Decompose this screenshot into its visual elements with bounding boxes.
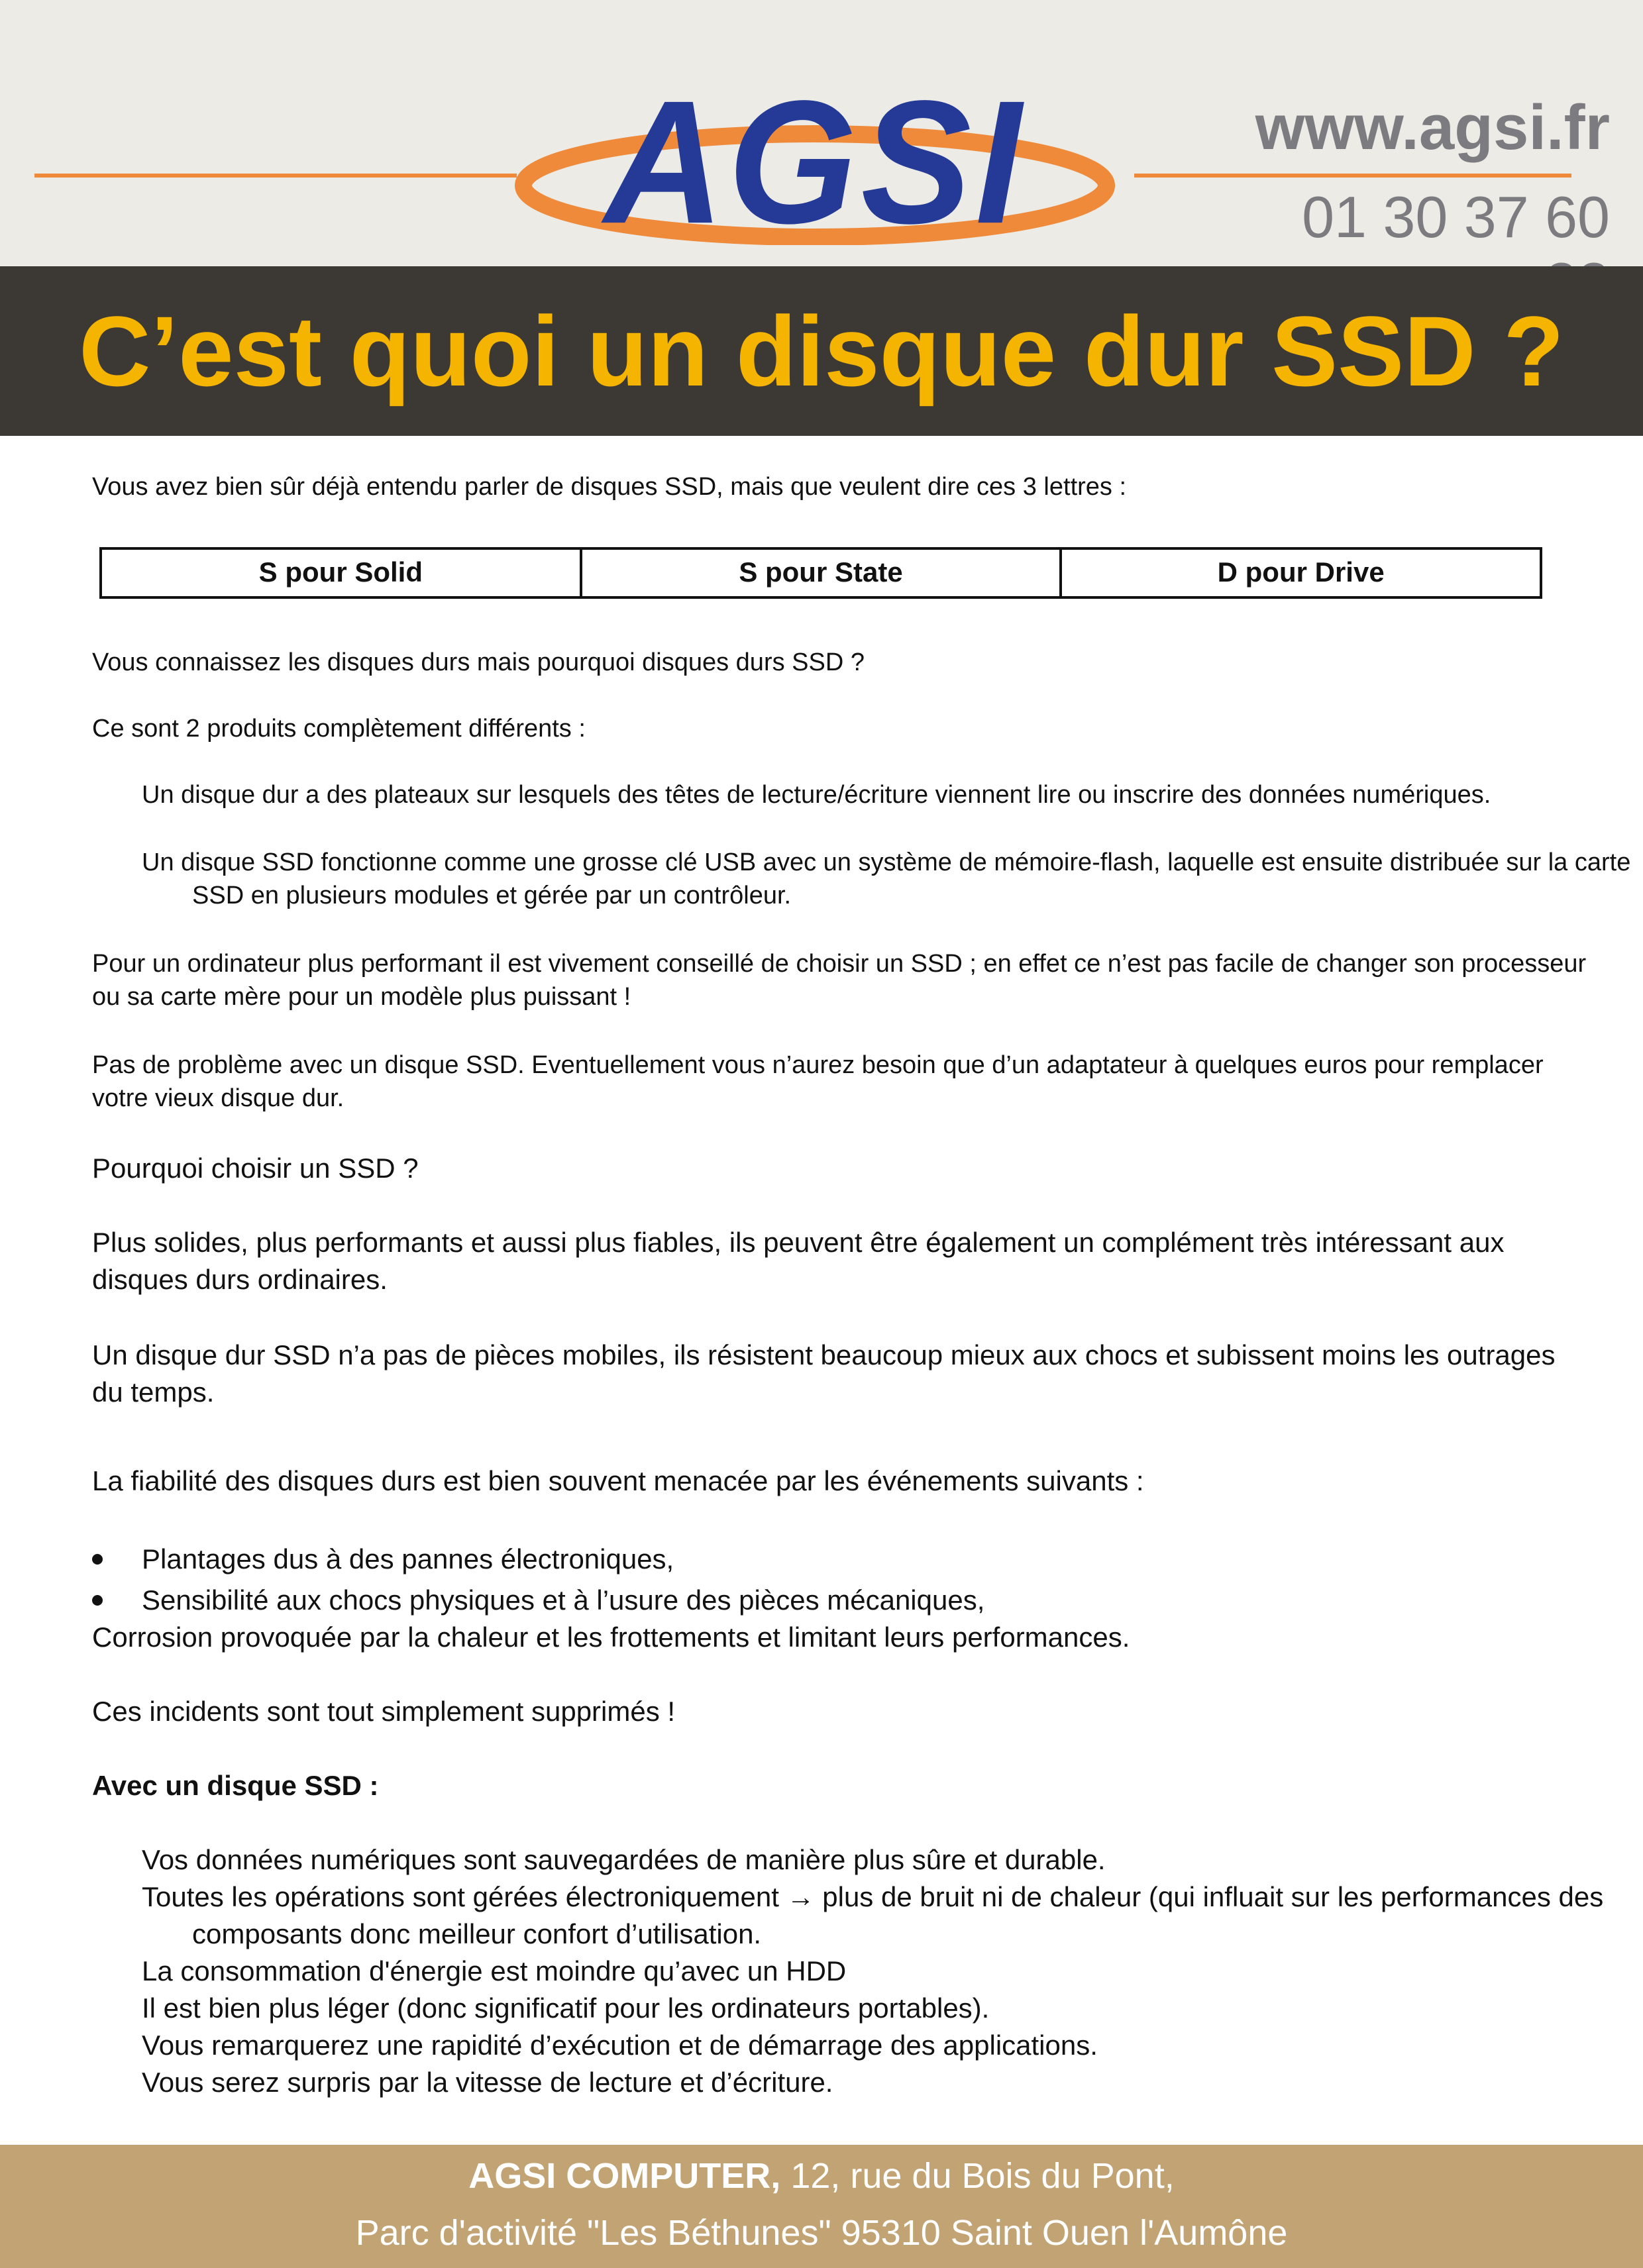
footer <box>0 2145 1643 2268</box>
paragraph-incidents: Ces incidents sont tout simplement supprimés ! <box>92 1696 676 1727</box>
footer-location-line: Parc d'activité "Les Béthunes" 95310 Saint Ouen l'Aumône <box>355 2213 1288 2253</box>
title-band <box>0 266 1643 436</box>
site-url[interactable]: www.agsi.fr <box>1255 92 1610 163</box>
paragraph-corrosion: Corrosion provoquée par la chaleur et les frottements et limitant leurs performances. <box>92 1622 1130 1653</box>
section-heading-avec: Avec un disque SSD : <box>92 1770 379 1801</box>
paragraph-hdd: Un disque dur a des plateaux sur lesquels des têtes de lecture/écriture viennent lire ou inscrire des données numériques. <box>142 781 1491 809</box>
table-cell-state: S pour State <box>582 550 1063 596</box>
advantage-item: Vos données numériques sont sauvegardées de manière plus sûre et durable. <box>142 1844 1106 1875</box>
paragraph-mobile: Un disque dur SSD n’a pas de pièces mobiles, ils résistent beaucoup mieux aux chocs et subissent moins les outrages du temps. <box>92 1339 1556 1408</box>
bullet-icon <box>92 1554 103 1565</box>
advantage-item: Toutes les opérations sont gérées électroniquement → plus de bruit ni de chaleur (qui influait sur les performances des composants donc meilleur confort d’utilisation. <box>142 1881 1604 1949</box>
paragraph-know: Vous connaissez les disques durs mais pourquoi disques durs SSD ? <box>92 648 865 676</box>
footer-address-line <box>0 2154 1643 2198</box>
paragraph-products: Ce sont 2 produits complètement différents : <box>92 715 586 743</box>
logo-text: AGSI <box>604 64 1026 260</box>
intro-text: Vous avez bien sûr déjà entendu parler de disques SSD, mais que veulent dire ces 3 lettres : <box>92 473 1127 501</box>
footer-street: 12, rue du Bois du Pont, <box>780 2156 1175 2196</box>
advantage-item: Il est bien plus léger (donc significatif pour les ordinateurs portables). <box>142 1992 990 2024</box>
phone-number: 01 30 37 60 <box>1302 184 1610 250</box>
advantage-item: Vous remarquerez une rapidité d’exécution et de démarrage des applications. <box>142 2030 1098 2061</box>
ssd-acronym-table <box>99 547 1542 599</box>
header <box>0 0 1643 266</box>
logo-line-right <box>1134 174 1571 178</box>
paragraph-solid: Plus solides, plus performants et aussi plus fiables, ils peuvent être également un complément très intéressant aux disques durs ordinaires. <box>92 1227 1505 1295</box>
agsi-logo <box>504 64 1126 260</box>
advantage-item: La consommation d'énergie est moindre qu’avec un HDD <box>142 1955 847 1986</box>
bullet-icon <box>92 1595 103 1606</box>
section-heading-why: Pourquoi choisir un SSD ? <box>92 1153 419 1184</box>
advantage-item: Vous serez surpris par la vitesse de lecture et d’écriture. <box>142 2067 833 2098</box>
page-title: C’est quoi un disque dur SSD ? <box>79 295 1564 407</box>
paragraph-reliability: La fiabilité des disques durs est bien souvent menacée par les événements suivants : <box>92 1465 1144 1496</box>
footer-company: AGSI COMPUTER, <box>468 2156 781 2196</box>
table-cell-drive: D pour Drive <box>1217 556 1385 588</box>
paragraph-no-problem: Pas de problème avec un disque SSD. Eventuellement vous n’aurez besoin que d’un adaptateur à quelques euros pour remplacer votre vieux disque dur. <box>92 1051 1544 1112</box>
table-cell-solid: S pour Solid <box>102 550 582 596</box>
logo-line-left <box>34 174 517 178</box>
list-item-text: Plantages dus à des pannes électroniques, <box>142 1543 674 1574</box>
paragraph-ssd: Un disque SSD fonctionne comme une grosse clé USB avec un système de mémoire-flash, laquelle est ensuite distribuée sur la carte SSD en plusieurs modules et gérée par un contrôleur. <box>142 849 1631 909</box>
list-item-text: Sensibilité aux chocs physiques et à l’usure des pièces mécaniques, <box>142 1584 985 1616</box>
paragraph-performance: Pour un ordinateur plus performant il est vivement conseillé de choisir un SSD ; en effet ce n’est pas facile de changer son processeur ou sa carte mère pour un modèle plus puissant ! <box>92 950 1587 1011</box>
